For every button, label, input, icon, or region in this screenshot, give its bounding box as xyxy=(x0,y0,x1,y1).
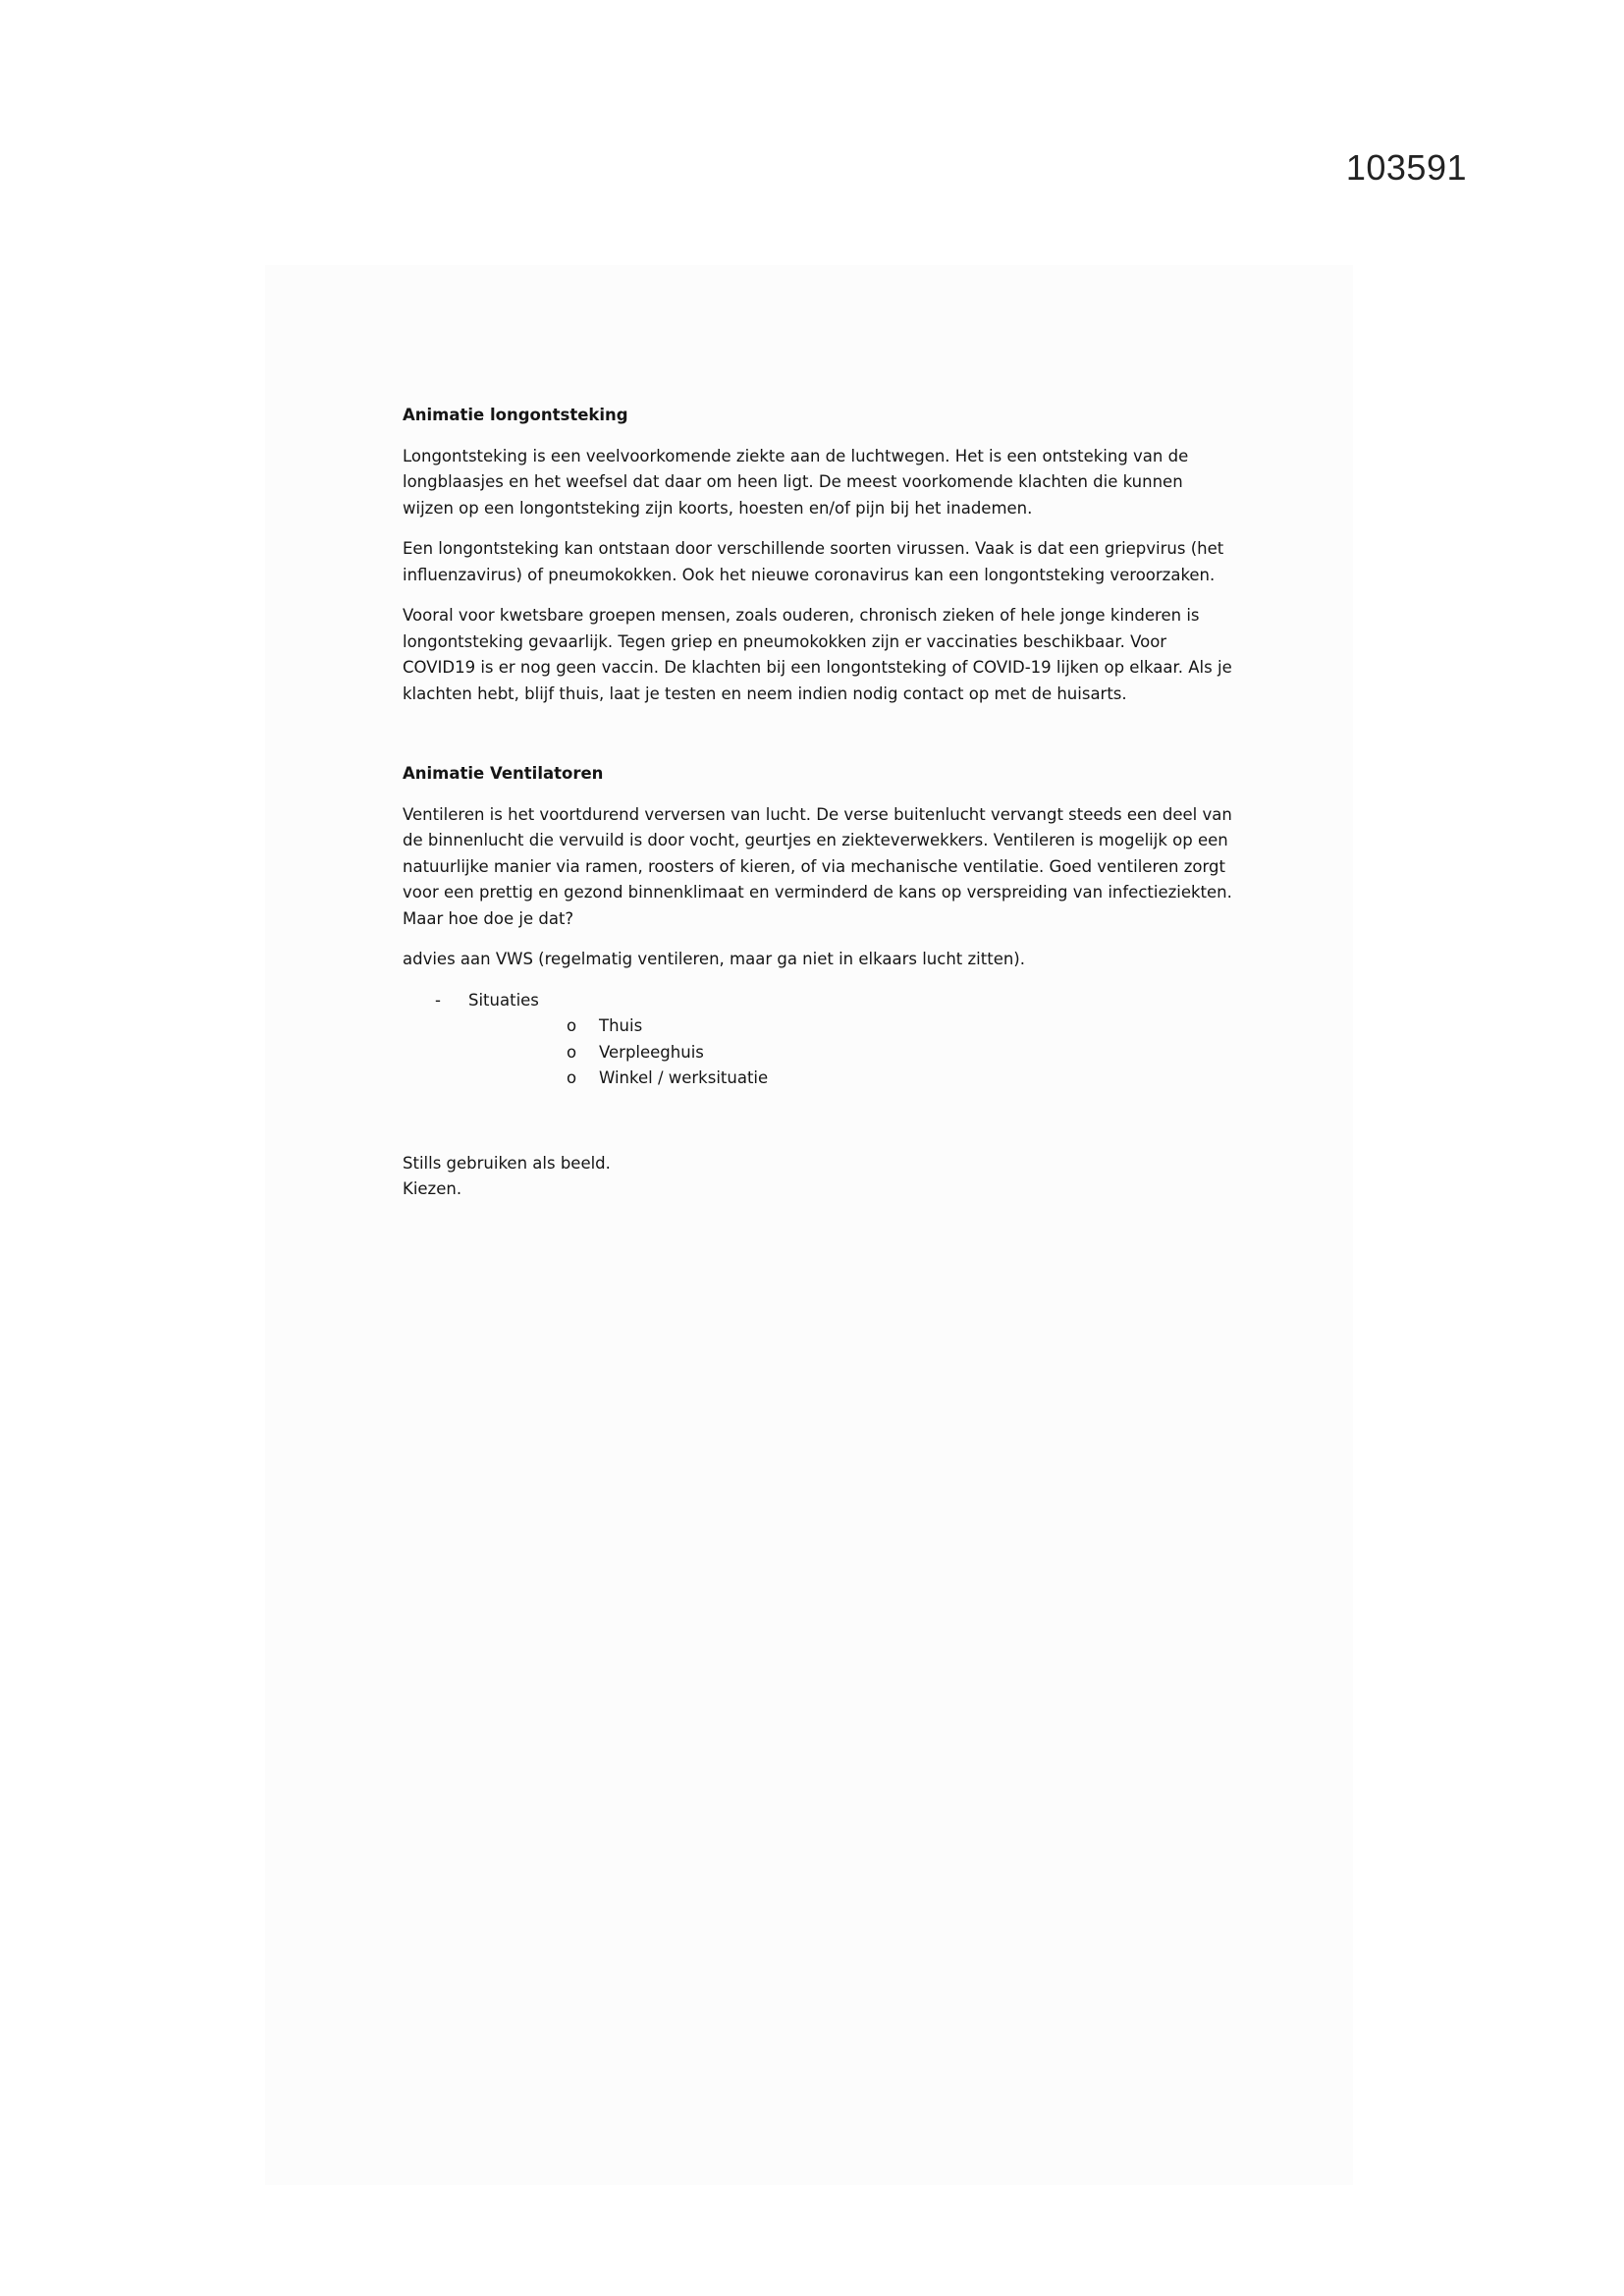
sub-list-item-label: Thuis xyxy=(599,1016,643,1035)
sub-list-item-label: Verpleeghuis xyxy=(599,1042,704,1062)
note-line: Stills gebruiken als beeld. xyxy=(403,1153,611,1173)
section-heading: Animatie longontsteking xyxy=(403,406,628,424)
circle-bullet: o xyxy=(567,1068,577,1087)
situaties-sublist xyxy=(468,1013,1237,1092)
section-longontsteking xyxy=(403,403,1237,707)
section-spacer xyxy=(403,722,1237,761)
situaties-list xyxy=(403,988,1237,1092)
section-heading: Animatie Ventilatoren xyxy=(403,764,604,783)
circle-bullet: o xyxy=(567,1042,577,1062)
document-body xyxy=(403,403,1237,1203)
sub-list-item-label: Winkel / werksituatie xyxy=(599,1068,769,1087)
paragraph: Longontsteking is een veelvoorkomende ziekte aan de luchtwegen. Het is een ontsteking van de longblaasjes en het weefsel dat daar om heen ligt. De meest voorkomende klachten die kunnen wijzen op een longontsteking zijn koorts, hoesten en/of pijn bij het inademen. xyxy=(403,446,1189,518)
list-item-label: Situaties xyxy=(468,990,539,1010)
paragraph: advies aan VWS (regelmatig ventileren, maar ga niet in elkaars lucht zitten). xyxy=(403,950,1025,968)
note-line: Kiezen. xyxy=(403,1179,462,1198)
paragraph: Vooral voor kwetsbare groepen mensen, zoals ouderen, chronisch zieken of hele jonge kinderen is longontsteking gevaarlijk. Tegen griep en pneumokokken zijn er vaccinaties beschikbaar. Voor COVID19 is er nog geen vaccin. De klachten bij een longontsteking of COVID-19 lijken op elkaar. Als je klachten hebt, blijf thuis, laat je testen en neem indien nodig contact op met de huisarts. xyxy=(403,606,1232,703)
notes xyxy=(403,1151,1237,1203)
sub-list-item xyxy=(468,1066,1237,1092)
paragraph: Ventileren is het voortdurend verversen van lucht. De verse buitenlucht vervangt steeds een deel van de binnenlucht die vervuild is door vocht, geurtjes en ziekteverwekkers. Ventileren is mogelijk op een natuurlijke manier via ramen, roosters of kieren, of via mechanische ventilatie. Goed ventileren zorgt voor een prettig en gezond binnenklimaat en verminderd de kans op verspreiding van infectieziekten. Maar hoe doe je dat? xyxy=(403,804,1232,928)
dash-bullet: - xyxy=(435,990,441,1010)
section-ventilatoren xyxy=(403,761,1237,1092)
paragraph: Een longontsteking kan ontstaan door verschillende soorten virussen. Vaak is dat een griepvirus (het influenzavirus) of pneumokokken. Ook het nieuwe coronavirus kan een longontsteking veroorzaken. xyxy=(403,539,1224,584)
list-item xyxy=(403,988,1237,1092)
document-number: 103591 xyxy=(1345,147,1467,188)
sub-list-item xyxy=(468,1013,1237,1040)
sub-list-item xyxy=(468,1040,1237,1066)
circle-bullet: o xyxy=(567,1016,577,1035)
